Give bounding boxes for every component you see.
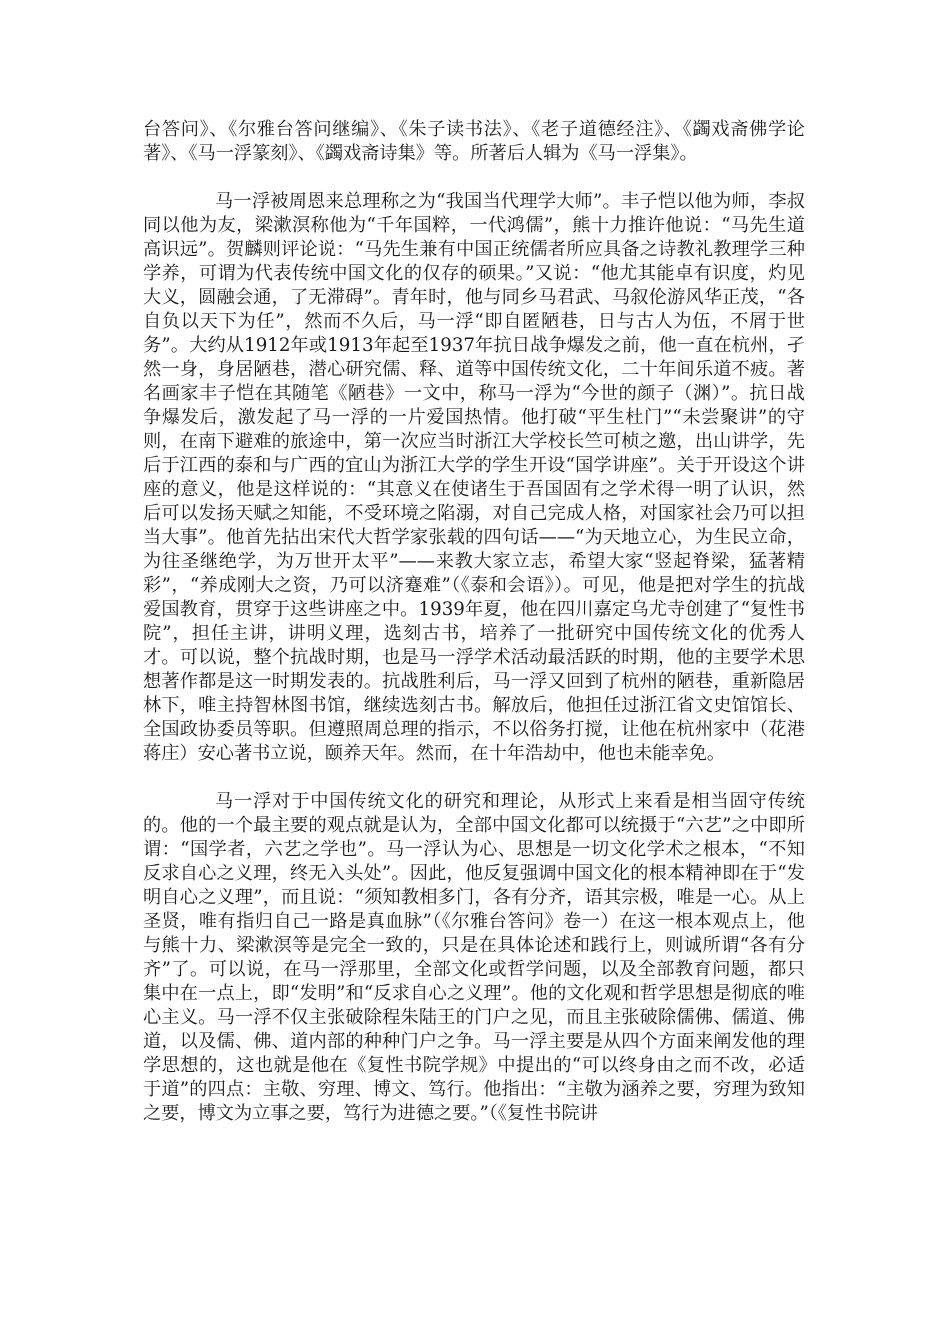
paragraph-philosophy: 马一浮对于中国传统文化的研究和理论，从形式上来看是相当固守传统的。他的一个最主要的观点就是认为，全部中国文化都可以统摄于“六艺”之中即所谓：“国学者，六艺之学也”。马一浮认为心、思想是一切文化学术之根本，“不知反求自心之义理，终无入头处”。因此，他反复强调中国文化的根本精神即在于“发明自心之义理”，而且说：“须知教相多门，各有分齐，语其宗极，唯是一心。从上圣贤，唯有指归自己一路是真血脉”（《尔雅台答问》卷一）在这一根本观点上，他与熊十力、梁漱溟等是完全一致的，只是在具体论述和践行上，则诚所谓“各有分齐”了。可以说，在马一浮那里，全部文化或哲学问题，以及全部教育问题，都只集中在一点上，即“发明”和“反求自心之义理”。他的文化观和哲学思想是彻底的唯心主义。马一浮不仅主张破除程朱陆王的门户之见，而且主张破除儒佛、儒道、佛道，以及儒、佛、道内部的种种门户之争。马一浮主要是从四个方面来阐发他的理学思想的，这也就是他在《复性书院学规》中提出的“可以终身由之而不改，必适于道”的四点：主敬、穷理、博文、笃行。他指出：“主敬为涵养之要，穷理为致知之要，博文为立事之要，笃行为进德之要。”（《复性书院讲 <box>143 791 805 1124</box>
paragraph-biography: 马一浮被周恩来总理称之为“我国当代理学大师”。丰子恺以他为师，李叔同以他为友，梁漱溟称他为“千年国粹，一代鸿儒”，熊十力推许他说：“马先生道高识远”。贺麟则评论说：“马先生兼有中国正统儒者所应具备之诗教礼教理学三种学养，可谓为代表传统中国文化的仅存的硕果。”又说：“他尤其能卓有识度，灼见大义，圆融会通，了无滞碍”。青年时，他与同乡马君武、马叙伦游风华正茂，“各自负以天下为任”，然而不久后，马一浮“即自匿陋巷，日与古人为伍，不屑于世务”。大约从1912年或1913年起至1937年抗日战争爆发之前，他一直在杭州，孑然一身，身居陋巷，潜心研究儒、释、道等中国传统文化，二十年间乐道不疲。著名画家丰子恺在其随笔《陋巷》一文中，称马一浮为“今世的颜子（渊）”。抗日战争爆发后，激发起了马一浮的一片爱国热情。他打破“平生杜门”“未尝聚讲”的守则，在南下避难的旅途中，第一次应当时浙江大学校长竺可桢之邀，出山讲学，先后于江西的泰和与广西的宜山为浙江大学的学生开设“国学讲座”。关于开设这个讲座的意义，他是这样说的：“其意义在使诸生于吾国固有之学术得一明了认识，然后可以发扬天赋之知能，不受环境之陷溺，对自己完成人格，对国家社会乃可以担当大事”。他首先拈出宋代大哲学家张载的四句话——“为天地立心，为生民立命，为往圣继绝学，为万世开太平”——来教大家立志，希望大家“竖起脊梁，猛著精彩”，“养成刚大之资，乃可以济蹇难”（《泰和会语》）。可见，他是把对学生的抗战爱国教育，贯穿于这些讲座之中。1939年夏，他在四川嘉定乌尤寺创建了“复性书院”，担任主讲，讲明义理，选刻古书，培养了一批研究中国传统文化的优秀人才。可以说，整个抗战时期，也是马一浮学术活动最活跃的时期，他的主要学术思想著作都是这一时期发表的。抗战胜利后，马一浮又回到了杭州的陋巷，重新隐居林下，唯主持智林图书馆，继续选刻古书。解放后，他担任过浙江省文史馆馆长、全国政协委员等职。但遵照周总理的指示，不以俗务打搅，让他在杭州家中（花港蒋庄）安心著书立说，颐养天年。然而，在十年浩劫中，他也未能幸免。 <box>143 191 805 764</box>
paragraph-continuation: 台答问》、《尔雅台答问继编》、《朱子读书法》、《老子道德经注》、《蠲戏斋佛学论著》、《马一浮篆刻》、《蠲戏斋诗集》等。所著后人辑为《马一浮集》。 <box>143 119 805 164</box>
document-body <box>143 118 805 1126</box>
